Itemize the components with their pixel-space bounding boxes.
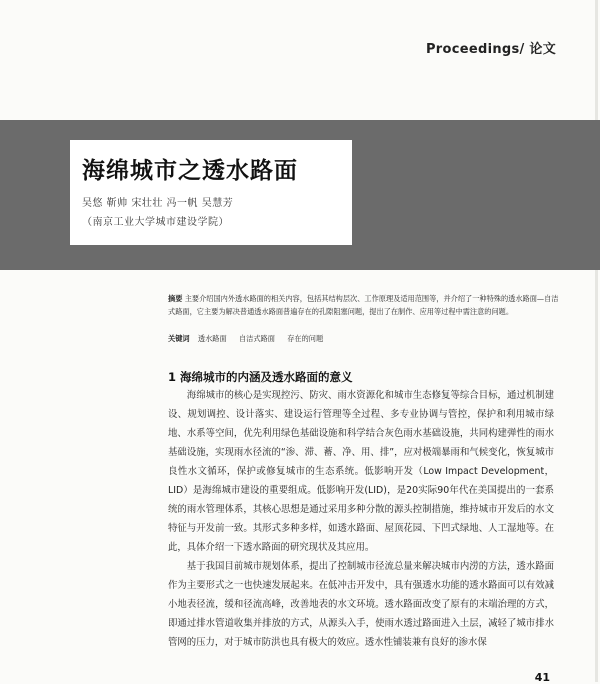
- keyword: 存在的问题: [287, 334, 324, 343]
- article-authors: 吴悠 靳帅 宋壮壮 冯一帆 吴慧芳: [82, 198, 234, 209]
- keyword: 透水路面: [197, 334, 227, 343]
- body-text: [168, 386, 554, 652]
- article-affiliation: （南京工业大学城市建设学院）: [82, 217, 229, 228]
- title-box: [70, 140, 352, 245]
- keywords: [168, 334, 560, 344]
- article-title: 海绵城市之透水路面: [82, 158, 298, 184]
- keyword: 自洁式路面: [238, 334, 275, 343]
- section-header-label: Proceedings/ 论文: [425, 42, 556, 57]
- page-number: 41: [534, 671, 550, 684]
- paragraph: 基于我国目前城市规划体系，提出了控制城市径流总量来解决城市内涝的方法，透水路面作为主要形式之一也快速发展起来。在低冲击开发中，具有强透水功能的透水路面可以有效减小地表径流，缓和径流高峰，改善地表的水文环境。透水路面改变了原有的末端治理的方式，即通过排水管道收集并排放的方式，从源头入手，使雨水透过路面进入土层，减轻了城市排水管网的压力，对于城市防洪也具有极大的效应。透水性铺装兼有良好的渗水保: [168, 561, 554, 648]
- paragraph: 海绵城市的核心是实现控污、防灾、雨水资源化和城市生态修复等综合目标，通过机制建设、规划调控、设计落实、建设运行管理等全过程、多专业协调与管控，保护和利用城市绿地、水系等空间，优先利用绿色基础设施和科学结合灰色雨水基础设施，共同构建弹性的雨水基础设施，实现雨水径流的“渗、滞、蓄、净、用、排”，应对极端暴雨和气候变化，恢复城市良性水文循环，保护或修复城市的生态系统。低影响开发（Low Impact Development，LID）是海绵城市建设的重要组成。低影响开发(LID)，是20实际90年代在美国提出的一套系统的雨水管理体系，其核心思想是通过采用多种分散的源头控制措施，维持城市开发后的水文特征与开发前一致。其形式多种多样，如透水路面、屋顶花园、下凹式绿地、人工湿地等。在此，具体介绍一下透水路面的研究现状及其应用。: [168, 390, 554, 553]
- abstract-text: 主要介绍国内外透水路面的相关内容，包括其结构层次、工作原理及适用范围等，并介绍了一种特殊的透水路面—自洁式路面，它主要为解决普通透水路面普遍存在的孔隙阻塞问题，提出了在制作、应用等过程中需注意的问题。: [168, 294, 559, 316]
- abstract: [168, 292, 560, 318]
- section-heading: 1 海绵城市的内涵及透水路面的意义: [168, 370, 353, 384]
- abstract-label: 摘要: [168, 294, 183, 303]
- page-edge: [595, 0, 598, 682]
- keywords-label: 关键词: [168, 334, 190, 343]
